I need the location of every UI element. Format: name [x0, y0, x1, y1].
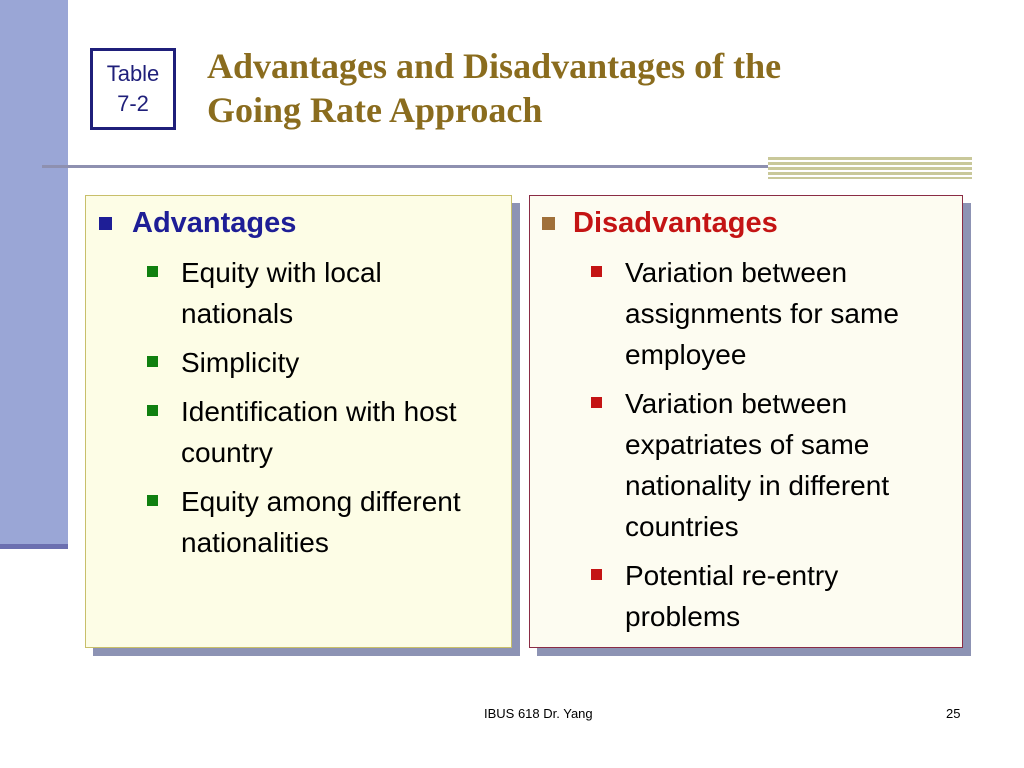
disadvantages-heading-bullet-icon	[542, 217, 555, 230]
advantages-item-text: Equity among different nationalities	[181, 486, 461, 558]
accent-stripes	[768, 157, 972, 179]
advantages-item	[147, 342, 497, 383]
disadvantages-item	[591, 555, 953, 637]
footer-course: IBUS 618 Dr. Yang	[484, 706, 593, 721]
advantages-panel	[85, 195, 512, 648]
red-bullet-icon	[591, 397, 602, 408]
advantages-item	[147, 252, 497, 334]
green-bullet-icon	[147, 495, 158, 506]
table-label-word: Table	[106, 61, 160, 86]
footer-page-number: 25	[946, 706, 961, 721]
advantages-heading-text: Advantages	[132, 207, 297, 239]
table-label-number: 7-2	[117, 91, 149, 116]
slide-title-line-1: Advantages and Disadvantages of the	[207, 46, 782, 86]
disadvantages-item-text: Variation between expatriates of same nationality in different countries	[625, 388, 890, 542]
disadvantages-item-text: Variation between assignments for same employee	[625, 257, 899, 370]
red-bullet-icon	[591, 569, 602, 580]
left-accent-bar	[0, 0, 68, 548]
advantages-list	[147, 252, 497, 571]
disadvantages-panel	[529, 195, 963, 648]
advantages-item-text: Equity with local nationals	[181, 257, 382, 329]
green-bullet-icon	[147, 356, 158, 367]
green-bullet-icon	[147, 405, 158, 416]
table-label-box	[90, 48, 176, 130]
advantages-item	[147, 391, 497, 473]
green-bullet-icon	[147, 266, 158, 277]
disadvantages-list	[591, 252, 953, 645]
advantages-item	[147, 481, 497, 563]
red-bullet-icon	[591, 266, 602, 277]
advantages-heading-bullet-icon	[99, 217, 112, 230]
advantages-item-text: Simplicity	[181, 347, 300, 378]
disadvantages-item	[591, 383, 953, 547]
slide-title-line-2: Going Rate Approach	[207, 90, 543, 130]
disadvantages-item	[591, 252, 953, 375]
advantages-item-text: Identification with host country	[181, 396, 457, 468]
slide-title	[207, 44, 987, 132]
disadvantages-item-text: Potential re-entry problems	[625, 560, 839, 632]
disadvantages-heading-text: Disadvantages	[573, 207, 778, 239]
left-accent-bar-edge	[0, 544, 68, 549]
advantages-heading	[99, 206, 296, 240]
disadvantages-heading	[542, 206, 778, 240]
